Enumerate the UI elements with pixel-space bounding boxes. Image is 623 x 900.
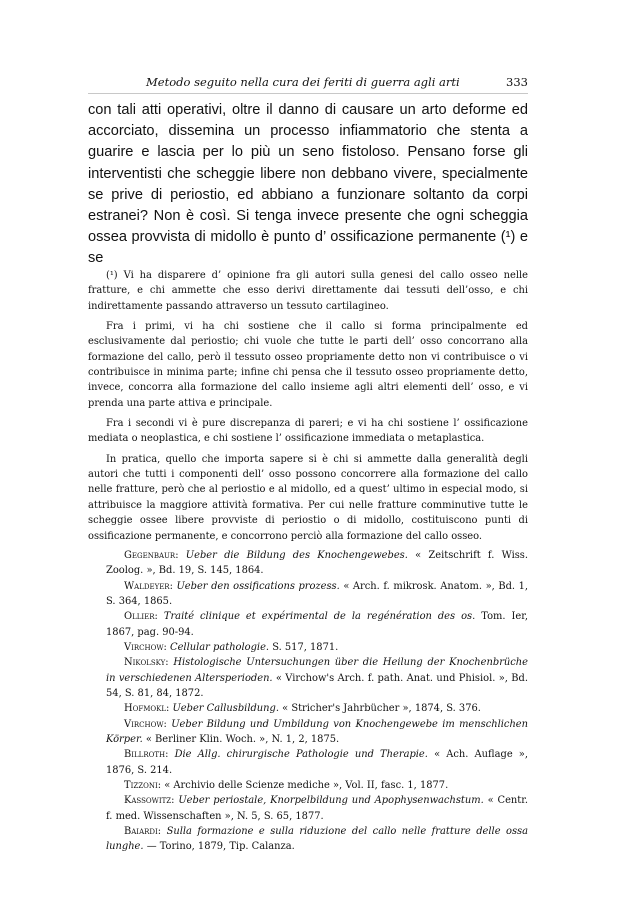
footnote-paragraph: Fra i primi, vi ha chi sostiene che il callo si forma principalmente ed esclusivamente dal periostio; chi vuole che tutte le parti dell’ osso concorrano alla formazione del callo, però il tessuto osseo propriamente detto non vi contribuisce o vi contribuisce in minima parte; infine chi pensa che il tessuto osseo propriamente detto, invece, concorra alla formazione del callo insieme agli altri elementi dell’ osso, e vi prenda una parte attiva e principale. <box>88 321 528 409</box>
reference-item <box>88 747 528 778</box>
reference-author: Waldeyer: <box>124 580 173 592</box>
reference-title: Traité clinique et expérimental de la regénération des os. <box>163 611 476 623</box>
reference-item <box>88 579 528 610</box>
reference-source: — Torino, 1879, Tip. Calanza. <box>146 841 295 853</box>
reference-item <box>88 701 528 716</box>
reference-item <box>88 609 528 640</box>
reference-item <box>88 793 528 824</box>
footnote-paragraph: Fra i secondi vi è pure discrepanza di pareri; e vi ha chi sostiene l’ ossificazione mediata o neoplastica, e chi sostiene l’ ossificazione immediata o metaplastica. <box>88 418 528 445</box>
reference-source: S. 517, 1871. <box>272 641 339 653</box>
reference-item <box>88 824 528 855</box>
footnote-paragraph <box>88 268 528 314</box>
page-header <box>88 75 528 91</box>
reference-item <box>88 640 528 655</box>
reference-source: « Arch. f. mikrosk. Anatom. », Bd. 1, S. 364, 1865. <box>106 580 529 607</box>
reference-author: Virchow: <box>124 718 167 730</box>
reference-source: Tom. Ier, 1867, pag. 90-94. <box>106 611 529 638</box>
main-text <box>88 100 528 270</box>
reference-title: Ueber Bildung und Umbildung von Knochengewebe im menschlichen Körper. <box>106 718 529 745</box>
reference-title: Ueber die Bildung des Knochengewebes. <box>185 549 408 561</box>
reference-author: Tizzoni: <box>124 780 162 791</box>
page-number: 333 <box>506 75 528 89</box>
main-paragraph: con tali atti operativi, oltre il danno di causare un arto deforme ed accorciato, dissemina un processo infiammatorio che stenta a guarire e lascia per lo più un seno fistoloso. Pensano forse gli interventisti che scheggie libere non debbano vivere, specialmente se prive di periostio, ed abbiano a funzionare soltanto da corpi estranei? Non è così. Si tenga invece presente che ogni scheggia ossea provvista di midollo è punto d’ ossificazione permanente (¹) e se <box>88 102 528 267</box>
reference-title: Ueber periostale, Knorpelbildung und Apophysenwachstum. <box>178 795 484 807</box>
reference-source: « Ach. Auflage », 1876, S. 214. <box>106 749 528 776</box>
reference-author: Billroth: <box>124 749 169 761</box>
reference-item <box>88 717 528 748</box>
header-rule <box>88 93 528 94</box>
footnote <box>88 268 528 855</box>
reference-item <box>88 655 528 701</box>
reference-title: Ueber Callusbildung. <box>172 703 279 715</box>
reference-title: Sulla formazione e sulla riduzione del callo nelle fratture delle ossa lunghe. <box>106 826 528 853</box>
reference-author: Gegenbaur: <box>124 549 179 561</box>
reference-author: Kassowitz: <box>124 795 175 807</box>
footnote-text: Vi ha disparere d’ opinione fra gli autori sulla genesi del callo osseo nelle fratture, e chi ammette che esso derivi direttamente dai tessuti dell’osso, e chi indirettamente passando attraverso un tessuto cartilagineo. <box>88 270 528 312</box>
reference-source: « Zeitschrift f. Wiss. Zoolog. », Bd. 19, S. 145, 1864. <box>106 549 529 577</box>
reference-source: « Virchow's Arch. f. path. Anat. und Phisiol. », Bd. 54, S. 81, 84, 1872. <box>106 672 528 699</box>
reference-source: « Berliner Klin. Woch. », N. 1, 2, 1875. <box>145 733 340 745</box>
reference-author: Hofmokl: <box>124 703 170 715</box>
reference-source: « Archivio delle Scienze mediche », Vol. II, fasc. 1, 1877. <box>164 780 449 791</box>
reference-list <box>88 548 528 855</box>
reference-author: Virchow: <box>124 641 167 653</box>
reference-source: « Stricher's Jahrbücher », 1874, S. 376. <box>282 703 481 715</box>
footnote-paragraph: In pratica, quello che importa sapere si è chi si ammette dalla generalità degli autori che tutti i componenti dell’ osso possono concorrere alla formazione del callo nelle fratture, però che al periostio e al midollo, ed a quest’ ultimo in especial modo, si attribuisce la maggiore attività formativa. Per cui nelle fratture comminutive tutte le scheggie ossee libere provviste di periostio o di midollo, costituiscono punti di ossificazione permanente, e concorrono perciò alla formazione del callo osseo. <box>88 453 528 542</box>
reference-source: « Centr. f. med. Wissenschaften », N. 5, S. 65, 1877. <box>106 795 529 822</box>
reference-author: Baiardi: <box>124 826 162 838</box>
reference-title: Histologische Untersuchungen über die Heilung der Knochenbrüche in verschiedenen Altersperioden. <box>106 657 529 684</box>
reference-title: Cellular pathologie. <box>170 641 270 653</box>
reference-item <box>88 778 528 793</box>
reference-author: Ollier: <box>124 611 158 623</box>
running-title: Metodo seguito nella cura dei feriti di guerra agli arti <box>146 75 460 89</box>
reference-title: Ueber den ossifications prozess. <box>176 580 340 592</box>
reference-title: Die Allg. chirurgische Pathologie und Therapie. <box>174 749 428 761</box>
reference-item <box>88 548 528 579</box>
footnote-marker: (¹) <box>106 270 118 281</box>
reference-author: Nikolsky: <box>124 657 169 669</box>
